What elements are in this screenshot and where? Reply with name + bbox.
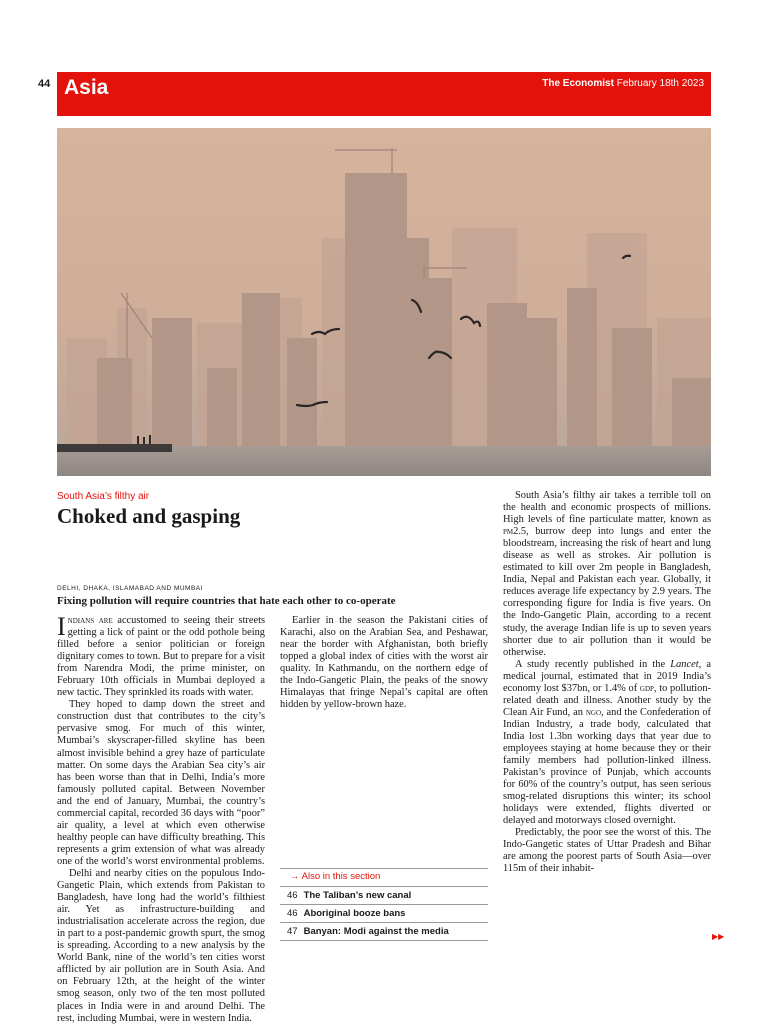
- also-in-section-title: Also in this section: [301, 871, 381, 882]
- also-link-aboriginal[interactable]: 46 Aboriginal booze bans: [280, 905, 488, 923]
- lead-in: ndians are: [67, 615, 113, 626]
- article-rubric: South Asia’s filthy air: [57, 491, 150, 502]
- text-column-3: [503, 490, 711, 876]
- paragraph-2: They hoped to damp down the street and construction dust that contributes to the city’s pervasive smog. For much of this winter, Mumbai’s skyscraper-filled skyline has been almost invisible behind a grey haze of particulate matter. On some days the Arabian Sea city’s air has been worse than that in Delhi, India’s more famously polluted capital. Between November and the end of January, Mumbai, the country’s commercial capital, recorded 36 days with “poor” air quality, a level at which even otherwise healthy people can have difficulty breathing. This represents a grim extension of what was already one of the world’s worst environmental problems.: [57, 699, 265, 867]
- paragraph-6: A study recently published in the Lancet, a medical journal, estimated that in 2019 India’s economy lost $37bn, or 1.4% of gdp, to pollution-related death and illness. Another study by the Clean Air Fund, an ngo, and the Confederation of Indian Industry, a trade body, calculated that India lost 1.3bn working days that year due to employees staying at home because they or their family members had pollution-linked illness. Pakistan’s province of Punjab, which accounts for 60% of the country’s output, has seen serious smog-related disruptions this winter; its school holidays were extended, flights diverted or delayed and motorways closed overnight.: [503, 658, 712, 827]
- arrow-right-icon: →: [290, 871, 300, 882]
- issue-date: February 18th 2023: [616, 78, 704, 89]
- drop-cap: I: [57, 612, 66, 641]
- text-column-2: [280, 615, 488, 711]
- article-standfirst: Fixing pollution will require countries that hate each other to co-operate: [57, 595, 396, 607]
- section-banner: [57, 72, 711, 116]
- article-headline: Choked and gasping: [57, 504, 241, 528]
- also-link-taliban[interactable]: 46 The Taliban’s new canal: [280, 887, 488, 905]
- article-dateline: DELHI, DHAKA, ISLAMABAD AND MUMBAI: [57, 585, 203, 592]
- text-column-1: [57, 612, 266, 1025]
- hero-photo: [57, 128, 711, 476]
- also-in-section-box: [280, 868, 488, 941]
- paragraph-1: [57, 612, 266, 699]
- also-link-banyan[interactable]: 47 Banyan: Modi against the media: [280, 923, 488, 941]
- publication-name: The Economist: [542, 78, 614, 89]
- paragraph-4: Earlier in the season the Pakistani cities of Karachi, also on the Arabian Sea, and Peshawar, near the border with Afghanistan, both briefly topped a global index of cities with the worst air quality. In Kathmandu, on the northern edge of the Indo-Gangetic Plain, the peaks of the snowy Himalayas that fringe Nepal’s capital are often hidden by yellow-brown haze.: [280, 615, 488, 711]
- section-title: Asia: [64, 76, 109, 99]
- double-arrow-icon: ▶▶: [712, 932, 725, 941]
- smog-skyline-illustration: [57, 128, 711, 476]
- masthead: [542, 78, 704, 89]
- page-number: 44: [38, 78, 51, 90]
- paragraph-7: Predictably, the poor see the worst of this. The Indo-Gangetic states of Uttar Pradesh and Bihar are among the poorest parts of South Asia—over 115m of their inhabit-: [503, 827, 711, 875]
- paragraph-1-text: accustomed to seeing their streets getting a lick of paint or the odd pothole being filled before a senior politician or foreign dignitary comes to town. But to prepare for a visit from Narendra Modi, the prime minister, on February 10th officials in Mumbai deployed a new tactic. They sprinkled its roads with water.: [57, 615, 266, 699]
- paragraph-5: South Asia’s filthy air takes a terrible toll on the health and economic prospects of millions. High levels of fine particulate matter, known as pm2.5, burrow deep into lungs and enter the bloodstream, increasing the risk of heart and lung disease as well as strokes. Air pollution is estimated to kill over 2m people in Bangladesh, India, Nepal and Pakistan each year. Globally, it reduces average life expectancy by 2.9 years. The corresponding figure for India is five years. On the Indo-Gangetic Plain, according to a recent study, the average Indian life is up to seven years shorter due to air pollution than it would be otherwise.: [503, 490, 711, 658]
- paragraph-3: Delhi and nearby cities on the populous Indo-Gangetic Plain, which extends from Pakistan to Bangladesh, have long had the world’s filthiest air. Yet as infrastructure-building and industrialisation accelerate across the region, due in part to a post-pandemic growth spurt, the smog is spreading. According to a new analysis by the World Bank, nine of the world’s ten cities worst afflicted by air pollution are in South Asia. And on February 12th, at the height of the winter smog season, only two of the ten most polluted places in India were in and around Delhi. The rest, including Mumbai, were in western India.: [57, 867, 265, 1024]
- also-in-section-header: [280, 868, 488, 887]
